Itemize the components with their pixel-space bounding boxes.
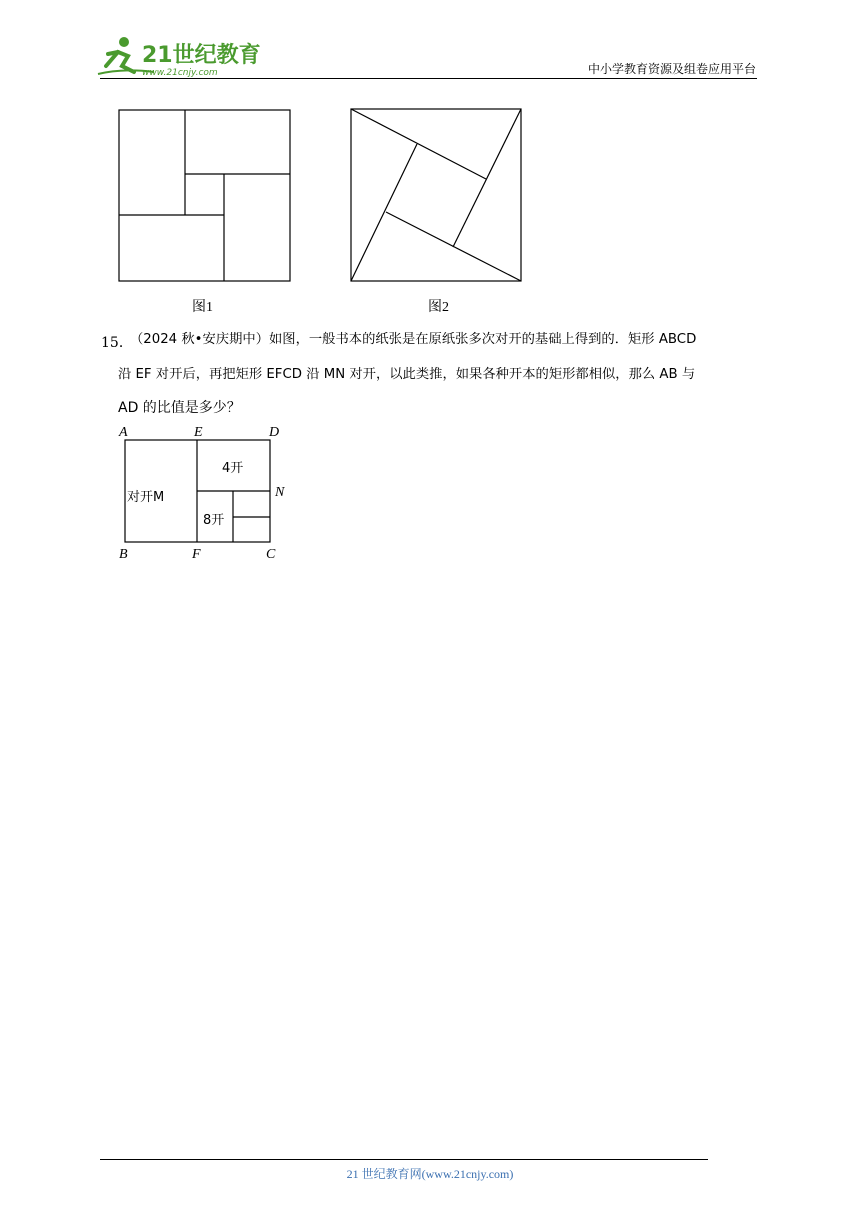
vertex-label-d: D — [269, 425, 280, 440]
footer-link[interactable]: 21 世纪教育网(www.21cnjy.com) — [346, 1167, 514, 1181]
header-title: 中小学教育资源及组卷应用平台 — [587, 62, 756, 76]
half-sheet-label: 对开M — [127, 490, 165, 505]
question-number: 15． — [101, 335, 133, 351]
vertex-label-a: A — [119, 425, 128, 440]
vertex-label-e: E — [194, 425, 203, 440]
footer-divider — [100, 1159, 708, 1160]
question-line-2: 沿 EF 对开后，再把矩形 EFCD 沿 MN 对开，以此类推，如果各种开本的矩形都相似，那么 AB 与 — [118, 367, 696, 382]
figure-1 — [118, 108, 292, 284]
vertex-label-c: C — [266, 547, 276, 562]
quarter-sheet-label: 4开 — [222, 461, 244, 476]
question-line-3: AD 的比值是多少？ — [118, 400, 241, 416]
vertex-label-f: F — [192, 547, 201, 562]
header-divider — [100, 78, 757, 79]
folding-diagram — [115, 420, 295, 565]
vertex-label-b: B — [119, 547, 128, 562]
site-logo — [94, 32, 274, 82]
figure-1-caption: 图1 — [192, 300, 213, 315]
figure-2-caption: 图2 — [428, 300, 449, 315]
logo-url: www.21cnjy.com — [142, 68, 218, 78]
vertex-label-n: N — [275, 485, 285, 500]
logo-text: 21世纪教育 — [142, 43, 261, 68]
eighth-sheet-label: 8开 — [203, 513, 225, 528]
figure-2 — [349, 107, 524, 285]
question-line-1: （2024 秋•安庆期中）如图，一般书本的纸张是在原纸张多次对开的基础上得到的．矩形 ABCD — [130, 332, 697, 347]
